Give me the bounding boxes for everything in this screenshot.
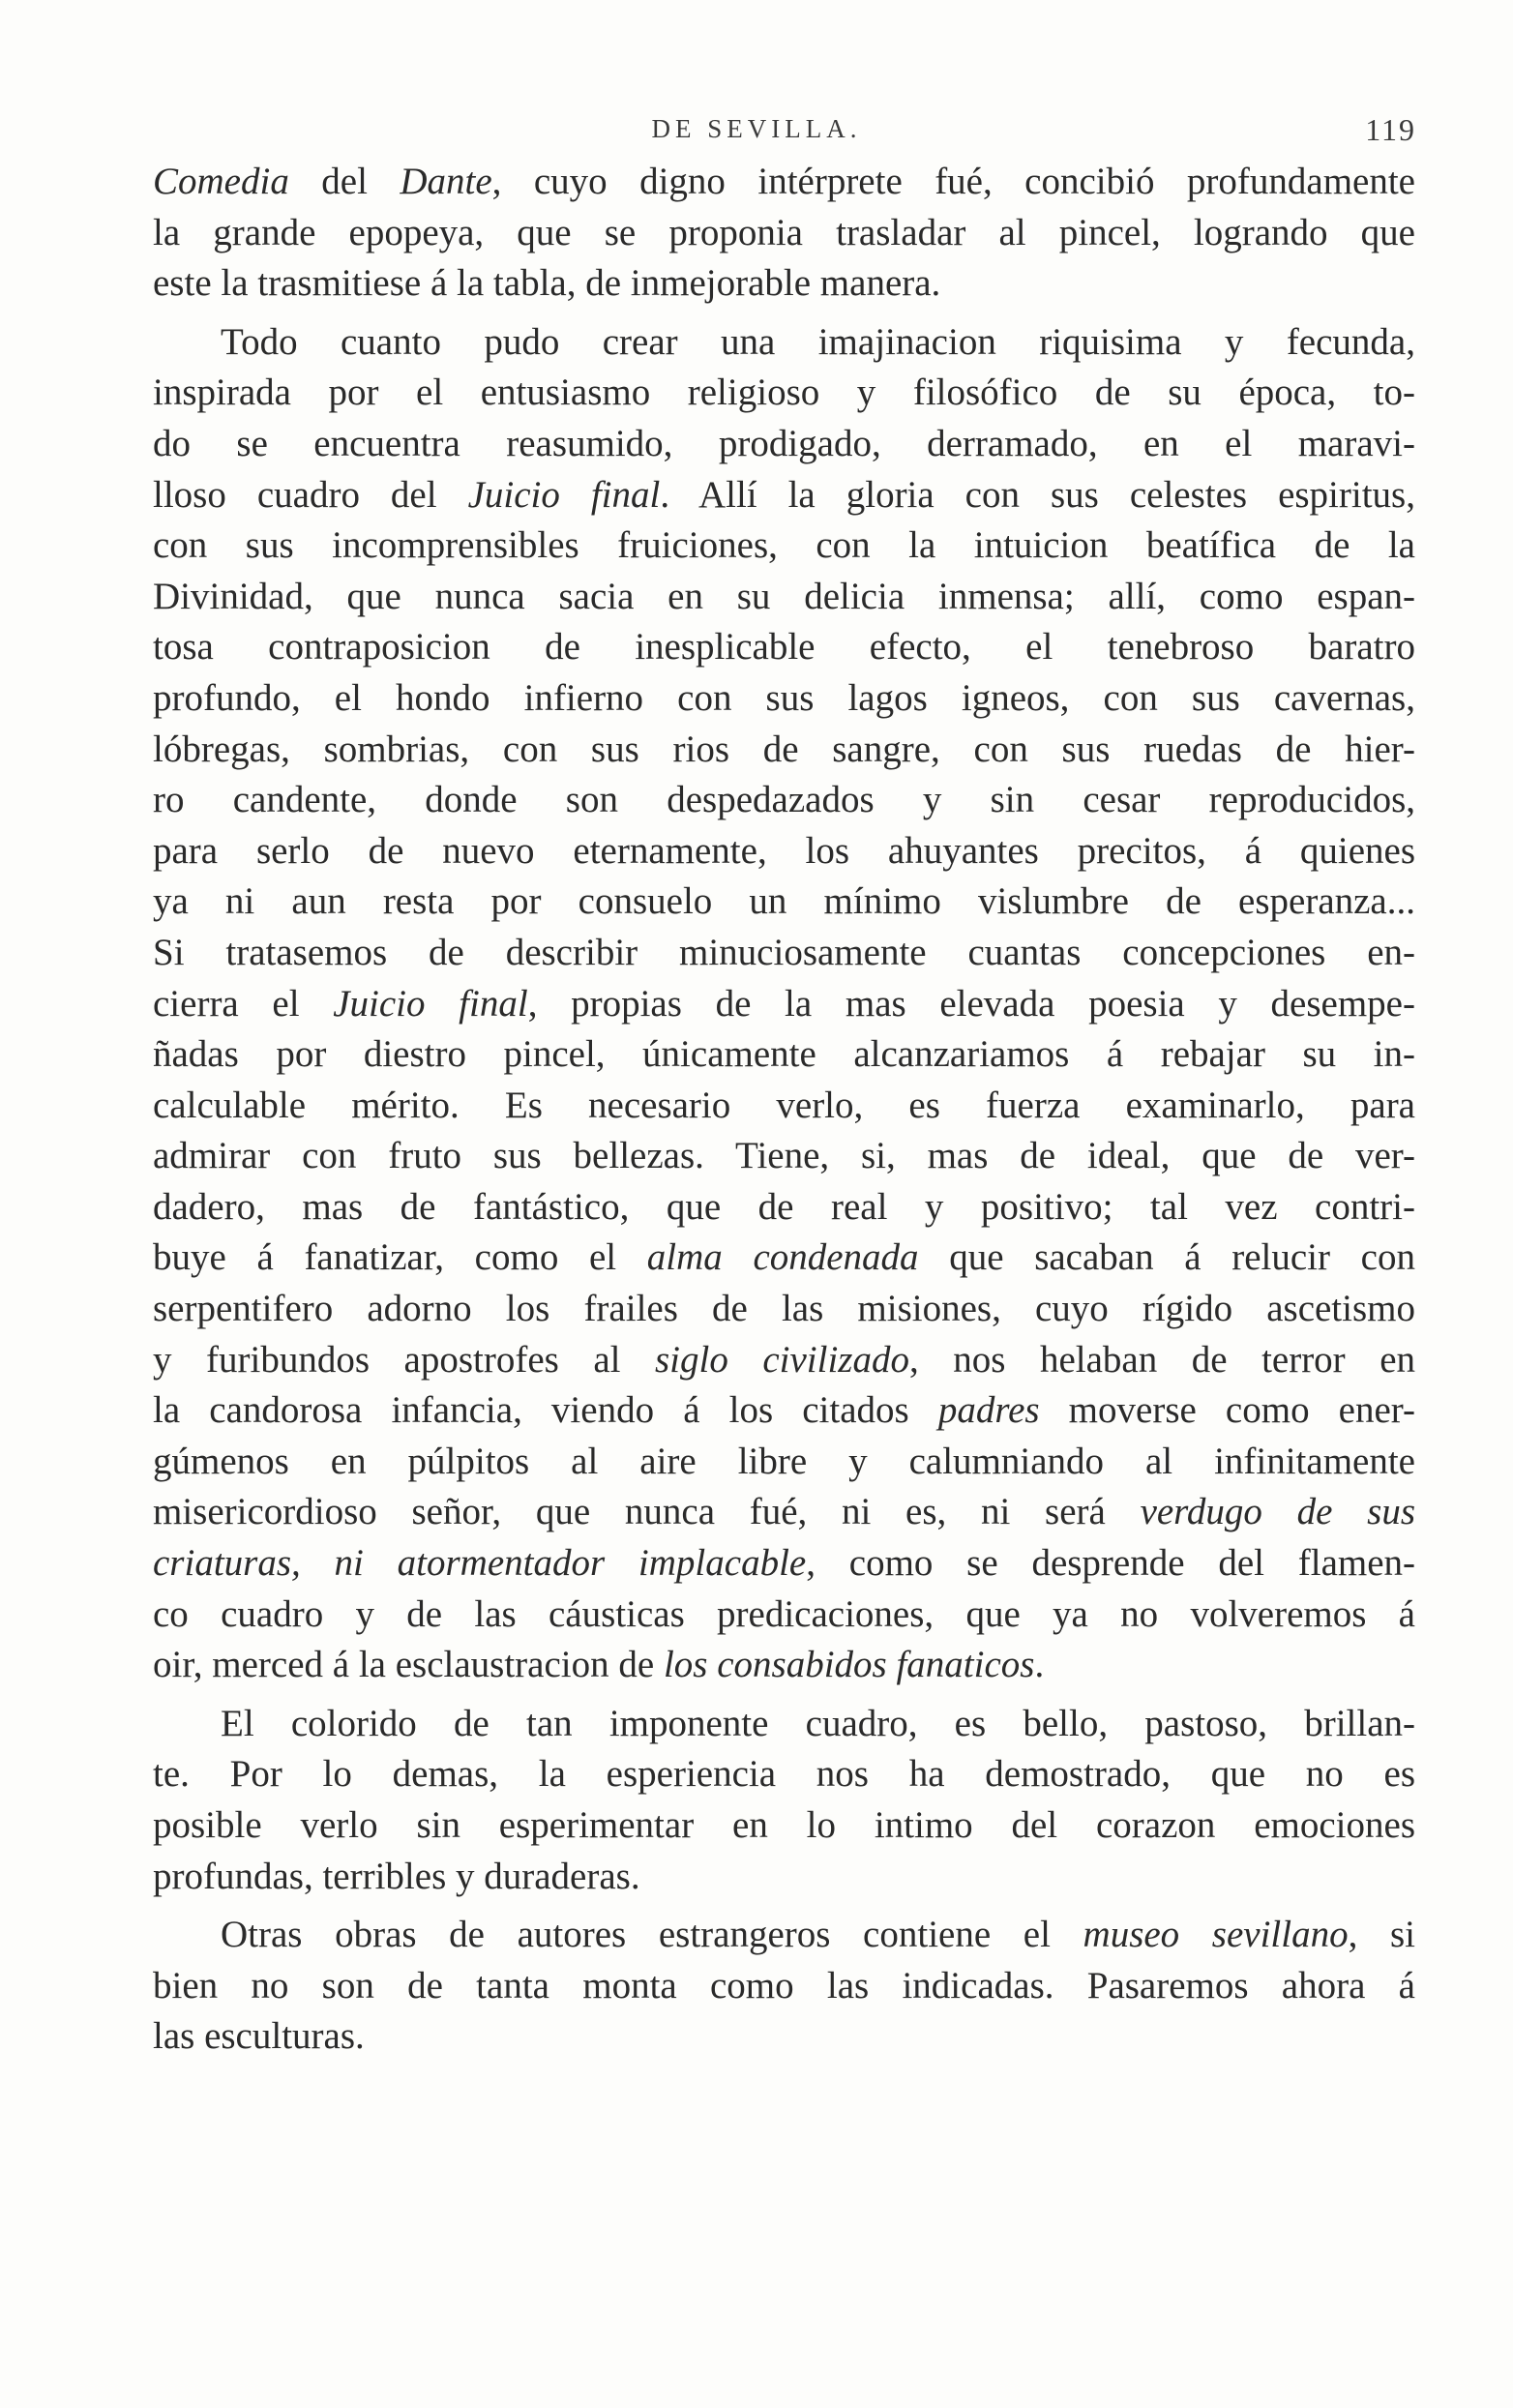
text-line [153, 520, 1415, 572]
running-title: DE SEVILLA. [651, 114, 862, 143]
italic-text: Juicio final [333, 982, 528, 1025]
text-line [153, 258, 1415, 310]
text-run: calculable mérito. Es necesario verlo, es fuerza examinarlo, para [153, 1084, 1415, 1126]
text-line [153, 877, 1415, 928]
text-run: ya ni aun resta por consuelo un mínimo vislumbre de esperanza... [153, 880, 1415, 923]
italic-text: Juicio final [467, 473, 661, 516]
text-run: . [1034, 1644, 1045, 1686]
text-run: Todo cuanto pudo crear una imajinacion riquisima y fecunda, [221, 320, 1415, 363]
text-run: ro candente, donde son despedazados y sin cesar reproducidos, [153, 779, 1415, 821]
text-line [153, 1182, 1415, 1234]
text-run: , cuyo digno intérprete fué, concibió profundamente [491, 161, 1415, 202]
text-run: El colorido de tan imponente cuadro, es bello, pastoso, brillan- [221, 1702, 1415, 1744]
text-line [153, 725, 1415, 776]
italic-text: siglo civilizado [654, 1338, 909, 1381]
text-line [153, 1437, 1415, 1488]
text-run: admirar con fruto sus bellezas. Tiene, si, mas de ideal, que de ver- [153, 1135, 1415, 1177]
text-run: Otras obras de autores estrangeros contiene el [221, 1914, 1083, 1956]
text-line [153, 208, 1415, 259]
italic-text: alma condenada [646, 1236, 919, 1279]
text-run: , propias de la mas elevada poesia y desempe- [527, 982, 1415, 1025]
text-run: , como se desprende del flamen- [806, 1542, 1416, 1585]
italic-text: verdugo de sus [1140, 1491, 1416, 1533]
text-line [153, 157, 1415, 208]
text-line [153, 470, 1415, 521]
running-head [0, 114, 1513, 153]
italic-text: criaturas, ni atormentador implacable [153, 1542, 807, 1585]
text-line [153, 1335, 1415, 1386]
italic-text: Comedia [153, 161, 289, 202]
text-line [153, 2011, 1415, 2063]
text-run: las esculturas. [153, 2015, 365, 2058]
text-run: la candorosa infancia, viendo á los citados [153, 1389, 938, 1432]
text-run: con sus incomprensibles fruiciones, con la intuicion beatífica de la [153, 524, 1415, 567]
text-run: co cuadro y de las cáusticas predicaciones, que ya no volveremos á [153, 1592, 1415, 1635]
text-run: posible verlo sin esperimentar en lo intimo del corazon emociones [153, 1804, 1415, 1846]
page-number: 119 [1365, 112, 1416, 147]
italic-text: Dante [400, 161, 492, 202]
text-run: para serlo de nuevo eternamente, los ahuyantes precitos, á quienes [153, 829, 1415, 872]
text-run: oir, merced á la esclaustracion de [153, 1644, 664, 1686]
text-run: la grande epopeya, que se proponia trasladar al pincel, logrando que [153, 211, 1415, 253]
text-line [153, 1699, 1415, 1750]
text-run: Si tratasemos de describir minuciosamente cuantas concepciones en- [153, 931, 1415, 973]
text-line [153, 572, 1415, 623]
text-run: profundo, el hondo infierno con sus lagos igneos, con sus cavernas, [153, 676, 1415, 719]
text-line [153, 826, 1415, 877]
text-run: que sacaban á relucir con [918, 1236, 1415, 1279]
text-run: . Allí la gloria con sus celestes espiritus, [660, 473, 1415, 516]
text-run: moverse como ener- [1039, 1389, 1415, 1432]
text-run: ñadas por diestro pincel, únicamente alcanzariamos á rebajar su in- [153, 1033, 1415, 1076]
text-line [153, 1029, 1415, 1081]
text-run: do se encuentra reasumido, prodigado, derramado, en el maravi- [153, 422, 1415, 464]
text-run: Divinidad, que nunca sacia en su delicia inmensa; allí, como espan- [153, 575, 1415, 617]
text-line [153, 928, 1415, 979]
text-line [153, 1131, 1415, 1182]
text-line [153, 622, 1415, 673]
text-run: te. Por lo demas, la esperiencia nos ha demostrado, que no es [153, 1753, 1415, 1796]
text-run: gúmenos en púlpitos al aire libre y calumniando al infinitamente [153, 1440, 1415, 1482]
text-line [153, 775, 1415, 826]
text-line [153, 1961, 1415, 2012]
italic-text: museo sevillano [1083, 1914, 1349, 1956]
text-run: y furibundos apostrofes al [153, 1338, 655, 1381]
text-line [153, 1800, 1415, 1852]
text-line [153, 368, 1415, 419]
text-run: bien no son de tanta monta como las indicadas. Pasaremos ahora á [153, 1964, 1415, 2007]
text-line [153, 1487, 1415, 1538]
italic-text: padres [937, 1389, 1040, 1432]
text-run: dadero, mas de fantástico, que de real y positivo; tal vez contri- [153, 1185, 1415, 1228]
text-run: serpentifero adorno los frailes de las misiones, cuyo rígido ascetismo [153, 1288, 1415, 1330]
text-line [153, 1081, 1415, 1132]
text-run: buye á fanatizar, como el [153, 1236, 647, 1279]
text-run: , nos helaban de terror en [909, 1338, 1415, 1381]
text-run: , si [1348, 1914, 1415, 1956]
text-line [153, 419, 1415, 470]
text-run: cierra el [153, 982, 334, 1025]
text-line [153, 1233, 1415, 1284]
text-line [153, 1590, 1415, 1641]
text-line [153, 1640, 1415, 1691]
italic-text: los consabidos fanaticos [663, 1644, 1035, 1686]
text-run: inspirada por el entusiasmo religioso y filosófico de su época, to- [153, 372, 1415, 414]
text-run: misericordioso señor, que nunca fué, ni es, ni será [153, 1491, 1141, 1533]
text-line [153, 673, 1415, 725]
text-line [153, 1284, 1415, 1335]
text-run: del [288, 161, 400, 202]
text-run: profundas, terribles y duraderas. [153, 1855, 640, 1897]
text-line [153, 317, 1415, 369]
text-line [153, 1852, 1415, 1903]
text-run: este la trasmitiese á la tabla, de inmejorable manera. [153, 262, 941, 305]
text-line [153, 979, 1415, 1030]
text-line [153, 1910, 1415, 1961]
text-line [153, 1749, 1415, 1800]
text-line [153, 1538, 1415, 1590]
text-run: tosa contraposicion de inesplicable efecto, el tenebroso baratro [153, 626, 1415, 669]
text-run: lóbregas, sombrias, con sus rios de sangre, con sus ruedas de hier- [153, 728, 1415, 770]
body-text [153, 157, 1415, 2063]
text-line [153, 1385, 1415, 1437]
text-run: lloso cuadro del [153, 473, 468, 516]
